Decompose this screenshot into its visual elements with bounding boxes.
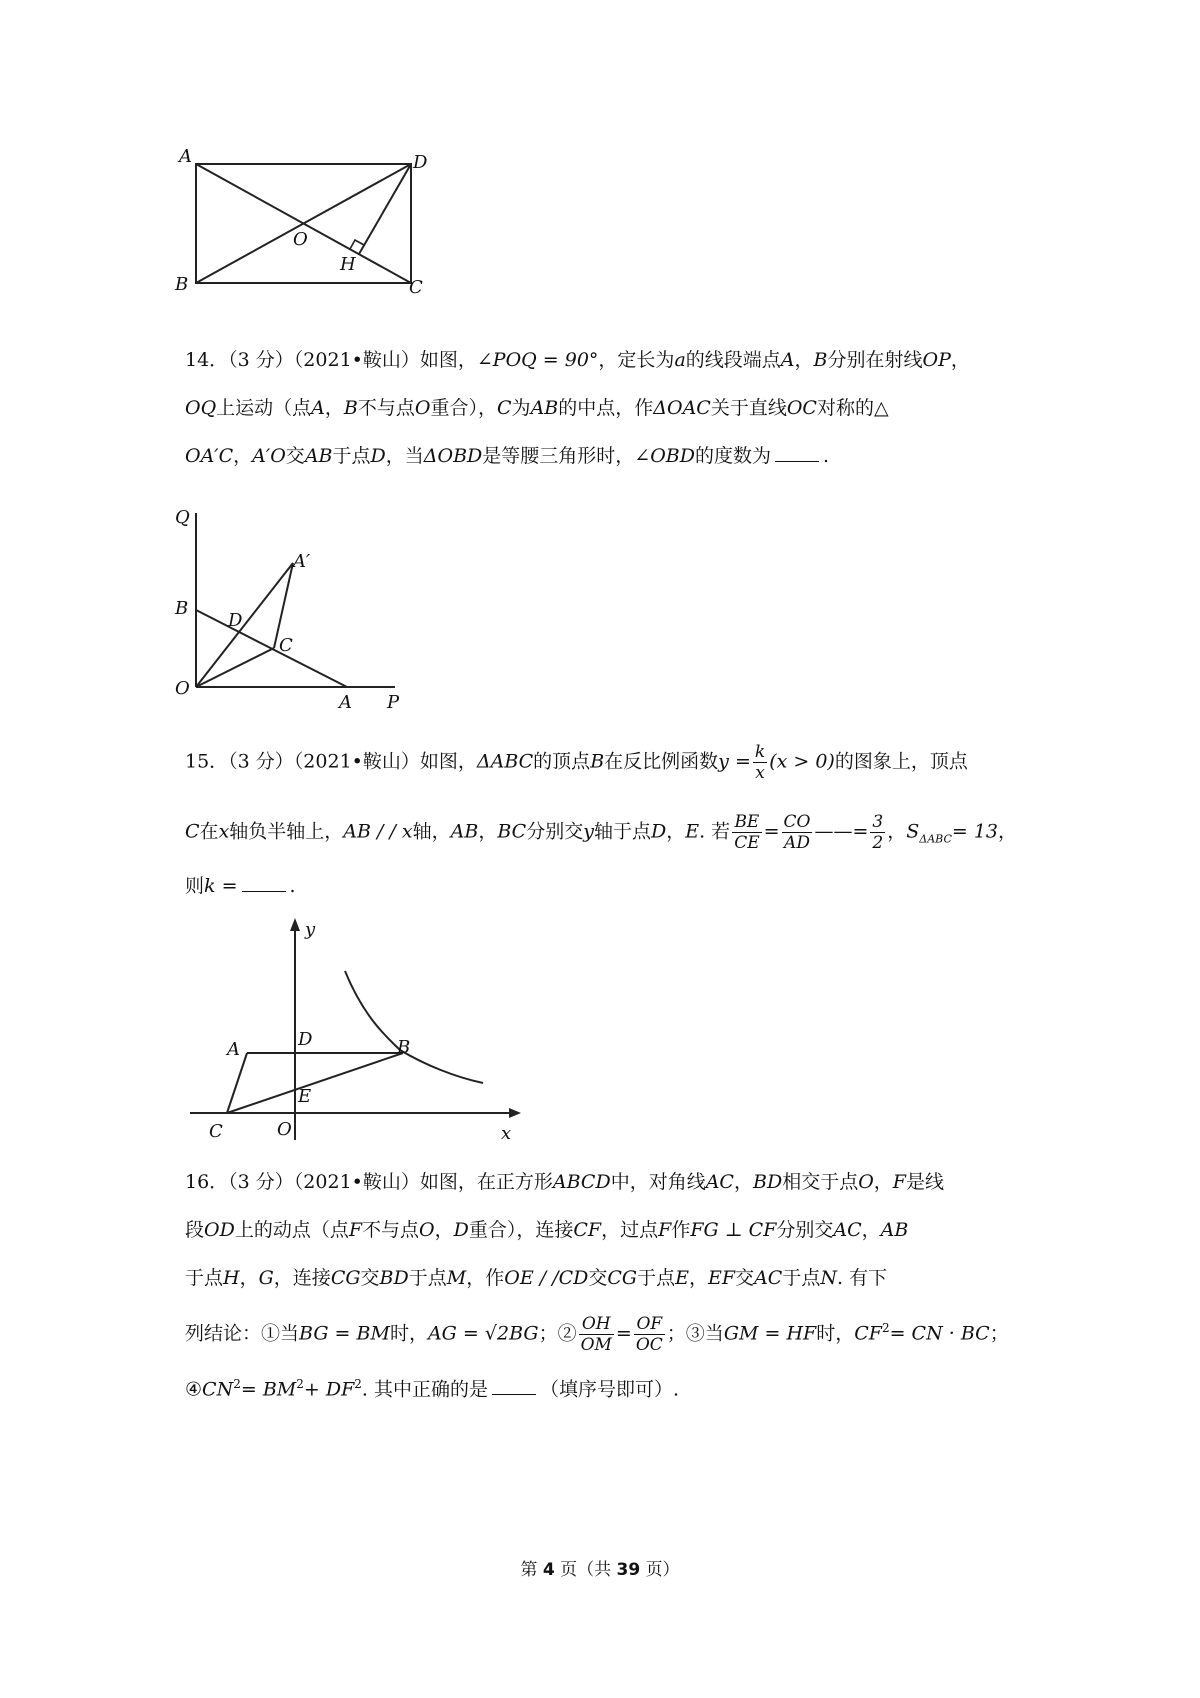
- hyperbola-diagram: [185, 915, 525, 1145]
- segment-ac: [227, 1053, 247, 1113]
- label-c: C: [409, 277, 423, 298]
- label-a: A: [339, 692, 352, 713]
- angle-diagram: [175, 495, 435, 715]
- answer-blank-14: [775, 445, 819, 462]
- fraction-of-oc: $\frac{OF}{OC}$: [635, 1314, 663, 1355]
- fraction-be-ce: $\frac{BE}{CE}$: [734, 812, 760, 853]
- question-16-line-5: $④CN^2= BM^2+ DF^2$. 其中正确的是 （填序号即可）.: [185, 1377, 680, 1401]
- label-h: H: [340, 254, 356, 275]
- question-15-line-2: C在x轴负半轴上，AB / / x轴，AB，BC分别交y轴于点D，E. 若 $\frac{BE}{CE}$ = $\frac{CO}{AD}$ ——= $\frac{3}{2}$ ，$S_{\Delta ABC}= 13$，: [185, 812, 1018, 853]
- current-page-number: 4: [542, 1560, 555, 1580]
- label-a: A: [179, 146, 192, 167]
- answer-blank-15: [242, 875, 286, 892]
- label-c: C: [279, 635, 293, 656]
- x-axis-arrow: [509, 1108, 521, 1118]
- y-axis-arrow: [290, 918, 300, 931]
- figure-question-15: [185, 915, 525, 1145]
- question-14-line-1: 14．（3 分）（2021•鞍山）如图，∠POQ = 90°，定长为a的线段端点A，B分别在射线OP，: [185, 349, 970, 371]
- label-p: P: [387, 692, 400, 713]
- label-o: O: [175, 678, 190, 699]
- page-footer: 第 4 页（共 39 页）: [520, 1560, 680, 1580]
- label-b: B: [175, 274, 189, 295]
- label-o: O: [293, 229, 308, 250]
- label-d: D: [228, 610, 243, 631]
- label-b: B: [175, 598, 189, 619]
- fraction-three-halves: $\frac{3}{2}$: [872, 812, 884, 853]
- rectangle-diagram: [175, 146, 445, 310]
- label-d: D: [298, 1029, 313, 1050]
- figure-rectangle-abcd: [175, 146, 445, 310]
- fraction-oh-om: $\frac{OH}{OM}$: [580, 1314, 612, 1355]
- fraction-k-over-x: $\frac{k}{x}$: [754, 742, 766, 783]
- label-d: D: [413, 152, 428, 173]
- label-b: B: [397, 1037, 411, 1058]
- question-16-line-3: 于点H，G，连接CG交BD于点M，作OE / /CD交CG于点E，EF交AC于点N. 有下: [185, 1267, 888, 1289]
- question-15-line-3: 则k = .: [185, 875, 296, 897]
- label-x: x: [501, 1123, 512, 1144]
- label-o: O: [277, 1119, 292, 1140]
- figure-question-14: [175, 495, 435, 715]
- question-16-line-2: 段OD上的动点（点F不与点O，D重合），连接CF，过点F作FG ⊥ CF分别交AC，AB: [185, 1219, 909, 1241]
- question-14-line-3: OA′C，A′O交AB于点D，当ΔOBD是等腰三角形时，∠OBD的度数为 .: [185, 445, 830, 467]
- fraction-co-ad: $\frac{CO}{AD}$: [783, 812, 811, 853]
- question-14-line-2: OQ上运动（点A，B不与点O重合），C为AB的中点，作ΔOAC关于直线OC对称的△: [185, 397, 889, 419]
- segment-oc: [196, 648, 274, 687]
- label-a: A: [227, 1039, 240, 1060]
- total-page-count: 39: [616, 1560, 641, 1580]
- label-a-prime: A′: [293, 551, 311, 572]
- label-q: Q: [175, 507, 190, 528]
- label-c: C: [209, 1121, 223, 1142]
- answer-blank-16: [492, 1378, 536, 1395]
- question-15-line-1: 15．（3 分）（2021•鞍山）如图，ΔABC的顶点B在反比例函数y = $\frac{k}{x}$ (x > 0)的图象上，顶点: [185, 742, 968, 783]
- segment-cb: [227, 1053, 403, 1113]
- question-16-line-1: 16．（3 分）（2021•鞍山）如图，在正方形ABCD中，对角线AC，BD相交于点O，F是线: [185, 1171, 944, 1193]
- label-e: E: [298, 1086, 312, 1107]
- question-16-line-4: 列结论：①当BG = BM时，AG = √2BG；② $\frac{OH}{OM}$ = $\frac{OF}{OC}$ ；③当GM = HF时，$CF^2=$ CN · BC；: [185, 1314, 1009, 1355]
- label-y: y: [305, 919, 316, 940]
